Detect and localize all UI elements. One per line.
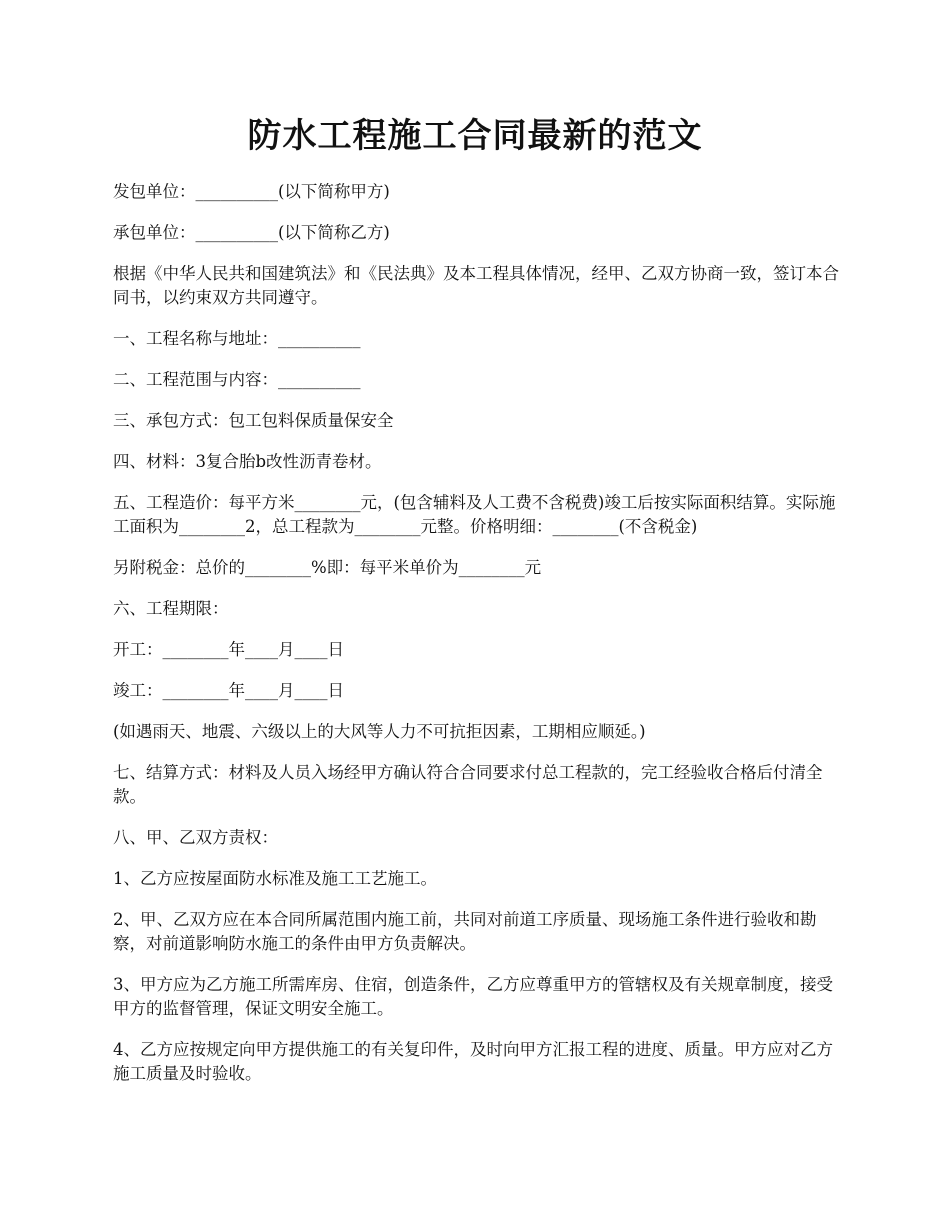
paragraph-contractor: 承包单位：__________(以下简称乙方) [113, 223, 390, 242]
paragraph-contract-method: 三、承包方式：包工包料保质量保安全 [113, 411, 394, 430]
paragraph-project-cost: 五、工程造价：每平方米________元，(包含辅料及人工费不含税费)竣工后按实际面积结算。实际施工面积为________2，总工程款为________元整。价格明细：________(不含税金) [113, 493, 836, 536]
paragraph-project-name: 一、工程名称与地址：__________ [113, 329, 361, 348]
paragraph-responsibility-2: 2、甲、乙双方应在本合同所属范围内施工前，共同对前道工序质量、现场施工条件进行验收和勘察，对前道影响防水施工的条件由甲方负责解决。 [113, 910, 817, 953]
document-title: 防水工程施工合同最新的范文 [247, 116, 703, 156]
paragraph-preamble: 根据《中华人民共和国建筑法》和《民法典》及本工程具体情况，经甲、乙双方协商一致，签订本合同书，以约束双方共同遵守。 [113, 264, 839, 307]
paragraph-schedule-heading: 六、工程期限： [113, 599, 229, 618]
paragraph-force-majeure: (如遇雨天、地震、六级以上的大风等人力不可抗拒因素，工期相应顺延。) [113, 722, 646, 741]
paragraph-responsibility-1: 1、乙方应按屋面防水标准及施工工艺施工。 [113, 869, 437, 888]
paragraph-responsibility-4: 4、乙方应按规定向甲方提供施工的有关复印件，及时向甲方汇报工程的进度、质量。甲方应对乙方施工质量及时验收。 [113, 1040, 833, 1083]
paragraph-materials: 四、材料：3复合胎b改性沥青卷材。 [113, 452, 382, 471]
paragraph-tax: 另附税金：总价的________%即：每平米单价为________元 [113, 558, 542, 577]
paragraph-responsibilities-heading: 八、甲、乙双方责权： [113, 828, 278, 847]
paragraph-start-date: 开工：________年____月____日 [113, 640, 344, 659]
paragraph-project-scope: 二、工程范围与内容：__________ [113, 370, 361, 389]
paragraph-completion-date: 竣工：________年____月____日 [113, 681, 344, 700]
paragraph-settlement: 七、结算方式：材料及人员入场经甲方确认符合合同要求付总工程款的，完工经验收合格后付清全款。 [113, 763, 823, 806]
paragraph-responsibility-3: 3、甲方应为乙方施工所需库房、住宿，创造条件，乙方应尊重甲方的管辖权及有关规章制度，接受甲方的监督管理，保证文明安全施工。 [113, 975, 833, 1018]
paragraph-employer: 发包单位：__________(以下简称甲方) [113, 182, 390, 201]
document-body [113, 180, 843, 1103]
